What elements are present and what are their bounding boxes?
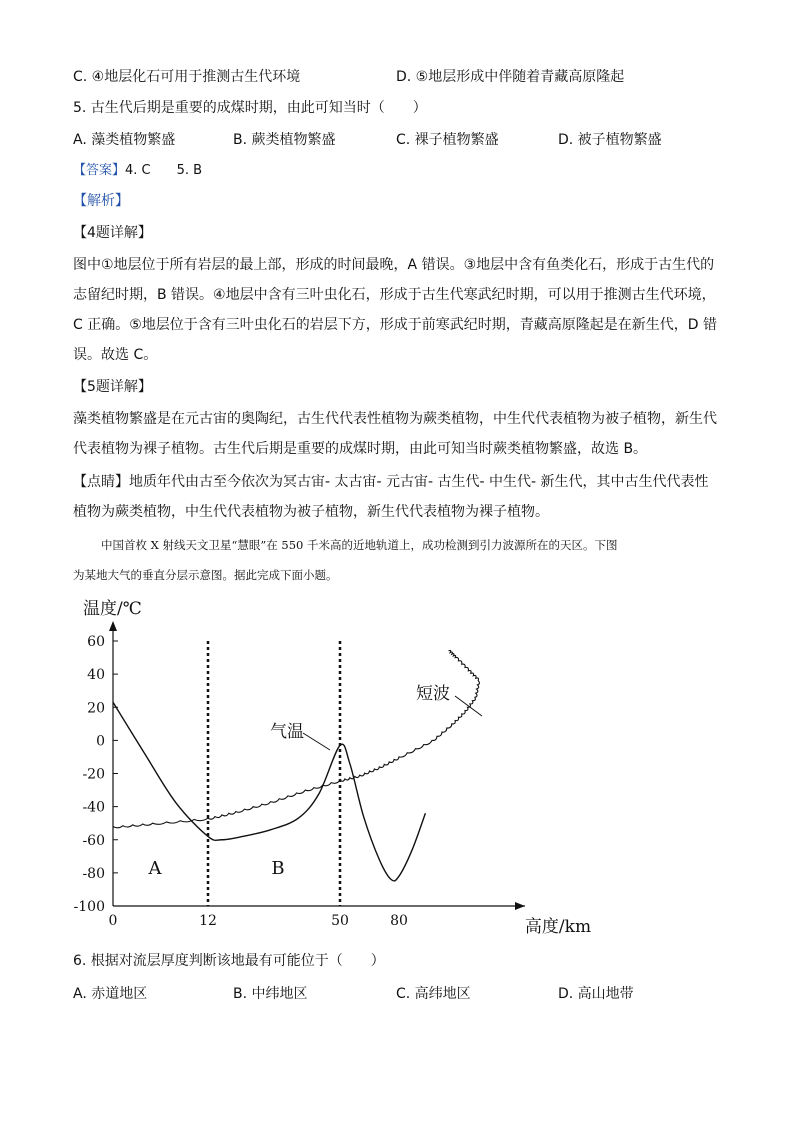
q6-option-b: B. 中纬地区 — [233, 986, 308, 1002]
answer-label: 【答案】 — [73, 163, 126, 178]
q6-option-c: C. 高纬地区 — [396, 986, 471, 1002]
q4-detail-heading: 【4题详解】 — [73, 225, 152, 241]
q4-detail-line: 志留纪时期，B 错误。④地层中含有三叶虫化石，形成于古生代寒武纪时期，可以用于推测古生代环境， — [73, 287, 716, 303]
q6-option-d: D. 高山地带 — [558, 986, 634, 1002]
y-tick-label: 0 — [96, 733, 105, 750]
y-tick-label: -60 — [82, 832, 105, 849]
annotation-temperature-leader — [303, 733, 330, 750]
tip-line: 植物为蕨类植物，中生代代表植物为被子植物，新生代代表植物为裸子植物。 — [73, 504, 549, 520]
q4-detail-line: C 正确。⑤地层位于含有三叶虫化石的岩层下方，形成于前寒武纪时期，青藏高原隆起是在新生代，D 错 — [73, 317, 718, 333]
y-axis-label: 温度/℃ — [83, 599, 142, 619]
q4-detail-line: 图中①地层位于所有岩层的最上部，形成的时间最晚，A 错误。③地层中含有鱼类化石，形成于古生代的 — [73, 257, 715, 273]
q4-option-d: D. ⑤地层形成中伴随着青藏高原隆起 — [396, 69, 625, 85]
x-tick-label: 80 — [390, 913, 408, 929]
annotation-shortwave-leader — [455, 696, 482, 716]
tip-label: 【点睛】 — [73, 474, 129, 490]
intro-line: 中国首枚 X 射线天文卫星“慧眼”在 550 千米高的近地轨道上，成功检测到引力波源所在的天区。下图 — [101, 538, 618, 552]
y-axis-arrow — [109, 621, 117, 631]
tip-line: 地质年代由古至今依次为冥古宙- 太古宙- 元古宙- 古生代- 中生代- 新生代，其中古生代代表性 — [129, 474, 709, 490]
x-tick-label: 0 — [108, 913, 118, 929]
q5-option-c: C. 裸子植物繁盛 — [396, 132, 499, 148]
q5-option-d: D. 被子植物繁盛 — [558, 132, 662, 148]
x-axis-label: 高度/km — [524, 917, 592, 937]
x-tick-label: 12 — [199, 913, 217, 929]
y-tick-label: 20 — [87, 700, 105, 717]
answer-text: 4. C 5. B — [125, 163, 203, 178]
q5-detail-line: 藻类植物繁盛是在元古宙的奥陶纪，古生代代表性植物为蕨类植物，中生代代表植物为被子植物，新生代 — [73, 411, 717, 427]
q5-stem: 5. 古生代后期是重要的成煤时期，由此可知当时（ ） — [73, 100, 427, 116]
y-tick-label: -80 — [82, 865, 105, 882]
region-label-b: B — [271, 858, 285, 879]
q6-stem: 6. 根据对流层厚度判断该地最有可能位于（ ） — [73, 953, 385, 969]
annotation-temperature: 气温 — [270, 722, 304, 742]
q5-detail-heading: 【5题详解】 — [73, 379, 152, 395]
intro-line: 为某地大气的垂直分层示意图。据此完成下面小题。 — [73, 568, 338, 582]
q5-option-b: B. 蕨类植物繁盛 — [233, 132, 336, 148]
x-axis-arrow — [515, 902, 525, 910]
region-label-a: A — [148, 858, 162, 879]
y-tick-label: -20 — [82, 766, 105, 783]
q5-detail-line: 代表植物为裸子植物。古生代后期是重要的成煤时期，由此可知当时蕨类植物繁盛，故选 B。 — [73, 441, 648, 457]
q4-option-c: C. ④地层化石可用于推测古生代环境 — [73, 69, 301, 85]
y-tick-label: -100 — [73, 899, 105, 915]
y-tick-label: 40 — [87, 667, 105, 684]
y-tick-label: 60 — [87, 634, 105, 650]
x-tick-label: 50 — [331, 913, 349, 929]
q5-option-a: A. 藻类植物繁盛 — [73, 132, 176, 148]
y-tick-label: -40 — [82, 799, 105, 816]
q6-option-a: A. 赤道地区 — [73, 986, 148, 1002]
analysis-label: 【解析】 — [73, 193, 129, 209]
q4-detail-line: 误。故选 C。 — [73, 347, 158, 363]
annotation-shortwave: 短波 — [416, 684, 450, 704]
